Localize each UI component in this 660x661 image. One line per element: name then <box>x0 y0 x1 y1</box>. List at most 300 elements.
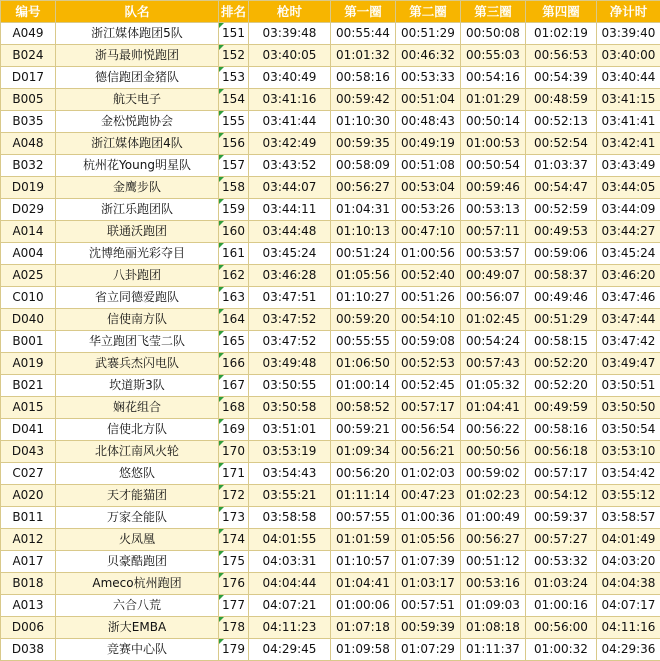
cell-team-name: 省立同德爱跑队 <box>56 287 219 309</box>
cell-lap-4: 00:57:17 <box>526 463 597 485</box>
cell-lap-1: 01:10:13 <box>331 221 396 243</box>
cell-team-name: 金鹰步队 <box>56 177 219 199</box>
table-row <box>1 375 660 397</box>
cell-lap-3: 00:50:54 <box>461 155 526 177</box>
cell-lap-4: 00:52:20 <box>526 353 597 375</box>
cell-lap-3: 01:09:03 <box>461 595 526 617</box>
cell-lap-3: 00:49:07 <box>461 265 526 287</box>
cell-net-time: 03:47:46 <box>597 287 660 309</box>
cell-net-time: 03:42:41 <box>597 133 660 155</box>
table-row <box>1 89 660 111</box>
cell-rank: 151 <box>219 23 249 45</box>
cell-lap-1: 00:58:09 <box>331 155 396 177</box>
header-lap-2: 第二圈 <box>396 1 461 23</box>
cell-lap-2: 00:51:26 <box>396 287 461 309</box>
cell-lap-2: 00:51:08 <box>396 155 461 177</box>
cell-rank: 164 <box>219 309 249 331</box>
cell-lap-3: 00:53:16 <box>461 573 526 595</box>
cell-net-time: 04:01:49 <box>597 529 660 551</box>
cell-lap-2: 01:07:39 <box>396 551 461 573</box>
results-body <box>1 23 660 661</box>
table-row <box>1 353 660 375</box>
cell-lap-4: 00:52:13 <box>526 111 597 133</box>
cell-lap-1: 01:01:59 <box>331 529 396 551</box>
cell-rank: 172 <box>219 485 249 507</box>
cell-lap-2: 00:59:08 <box>396 331 461 353</box>
cell-lap-1: 00:59:35 <box>331 133 396 155</box>
table-row <box>1 463 660 485</box>
cell-gun-time: 03:44:11 <box>249 199 331 221</box>
cell-team-name: 航天电子 <box>56 89 219 111</box>
cell-lap-2: 00:56:21 <box>396 441 461 463</box>
cell-lap-3: 00:59:46 <box>461 177 526 199</box>
table-row <box>1 551 660 573</box>
table-row <box>1 485 660 507</box>
cell-id: D017 <box>1 67 56 89</box>
cell-gun-time: 04:03:31 <box>249 551 331 573</box>
cell-lap-4: 01:00:32 <box>526 639 597 661</box>
cell-id: A012 <box>1 529 56 551</box>
cell-team-name: 沈博绝丽光彩夺目 <box>56 243 219 265</box>
cell-lap-3: 00:54:24 <box>461 331 526 353</box>
cell-rank: 155 <box>219 111 249 133</box>
cell-lap-2: 00:51:04 <box>396 89 461 111</box>
cell-lap-4: 00:49:59 <box>526 397 597 419</box>
cell-lap-2: 01:07:29 <box>396 639 461 661</box>
cell-rank: 152 <box>219 45 249 67</box>
cell-id: A025 <box>1 265 56 287</box>
cell-lap-1: 01:10:27 <box>331 287 396 309</box>
table-row <box>1 199 660 221</box>
cell-lap-1: 01:09:34 <box>331 441 396 463</box>
cell-id: A014 <box>1 221 56 243</box>
cell-gun-time: 03:54:43 <box>249 463 331 485</box>
cell-lap-4: 00:49:53 <box>526 221 597 243</box>
cell-lap-2: 01:05:56 <box>396 529 461 551</box>
cell-team-name: 武褰兵杰闪电队 <box>56 353 219 375</box>
cell-lap-4: 00:54:39 <box>526 67 597 89</box>
cell-lap-1: 00:55:44 <box>331 23 396 45</box>
cell-lap-3: 00:53:13 <box>461 199 526 221</box>
cell-lap-4: 00:56:00 <box>526 617 597 639</box>
cell-lap-1: 01:11:14 <box>331 485 396 507</box>
cell-gun-time: 03:58:58 <box>249 507 331 529</box>
cell-id: B024 <box>1 45 56 67</box>
cell-rank: 169 <box>219 419 249 441</box>
cell-id: B001 <box>1 331 56 353</box>
table-row <box>1 441 660 463</box>
cell-gun-time: 03:50:55 <box>249 375 331 397</box>
cell-gun-time: 04:29:45 <box>249 639 331 661</box>
cell-gun-time: 04:01:55 <box>249 529 331 551</box>
cell-lap-1: 01:09:58 <box>331 639 396 661</box>
cell-net-time: 03:49:47 <box>597 353 660 375</box>
cell-net-time: 03:54:42 <box>597 463 660 485</box>
cell-net-time: 03:46:20 <box>597 265 660 287</box>
cell-lap-3: 00:57:11 <box>461 221 526 243</box>
table-row <box>1 529 660 551</box>
cell-net-time: 03:50:51 <box>597 375 660 397</box>
cell-net-time: 03:41:41 <box>597 111 660 133</box>
cell-lap-4: 00:58:15 <box>526 331 597 353</box>
cell-rank: 163 <box>219 287 249 309</box>
cell-lap-2: 00:54:10 <box>396 309 461 331</box>
cell-lap-4: 01:00:16 <box>526 595 597 617</box>
cell-lap-4: 00:57:27 <box>526 529 597 551</box>
cell-rank: 167 <box>219 375 249 397</box>
table-row <box>1 507 660 529</box>
cell-team-name: 浙江乐跑团队 <box>56 199 219 221</box>
table-row <box>1 23 660 45</box>
header-team-name: 队名 <box>56 1 219 23</box>
cell-rank: 171 <box>219 463 249 485</box>
cell-lap-2: 01:00:36 <box>396 507 461 529</box>
cell-gun-time: 03:47:52 <box>249 331 331 353</box>
cell-id: C027 <box>1 463 56 485</box>
cell-rank: 170 <box>219 441 249 463</box>
cell-lap-4: 00:53:32 <box>526 551 597 573</box>
cell-rank: 178 <box>219 617 249 639</box>
cell-id: A017 <box>1 551 56 573</box>
cell-lap-1: 00:56:27 <box>331 177 396 199</box>
cell-team-name: 悠悠队 <box>56 463 219 485</box>
table-row <box>1 331 660 353</box>
cell-lap-3: 01:08:18 <box>461 617 526 639</box>
table-row <box>1 309 660 331</box>
header-id: 编号 <box>1 1 56 23</box>
cell-team-name: 浙马最帅悦跑团 <box>56 45 219 67</box>
cell-lap-4: 00:48:59 <box>526 89 597 111</box>
table-row <box>1 177 660 199</box>
cell-lap-2: 00:57:51 <box>396 595 461 617</box>
cell-rank: 158 <box>219 177 249 199</box>
cell-lap-3: 00:55:03 <box>461 45 526 67</box>
cell-gun-time: 03:47:52 <box>249 309 331 331</box>
cell-gun-time: 03:42:49 <box>249 133 331 155</box>
cell-lap-1: 01:00:06 <box>331 595 396 617</box>
cell-net-time: 04:07:17 <box>597 595 660 617</box>
cell-rank: 159 <box>219 199 249 221</box>
cell-lap-2: 00:47:10 <box>396 221 461 243</box>
cell-lap-1: 01:10:57 <box>331 551 396 573</box>
cell-net-time: 04:04:38 <box>597 573 660 595</box>
table-row <box>1 265 660 287</box>
cell-lap-4: 01:03:37 <box>526 155 597 177</box>
cell-net-time: 03:55:12 <box>597 485 660 507</box>
cell-lap-2: 00:52:53 <box>396 353 461 375</box>
cell-lap-3: 01:02:23 <box>461 485 526 507</box>
cell-net-time: 03:43:49 <box>597 155 660 177</box>
table-row <box>1 419 660 441</box>
cell-rank: 160 <box>219 221 249 243</box>
cell-gun-time: 03:43:52 <box>249 155 331 177</box>
table-row <box>1 133 660 155</box>
cell-team-name: 娴花组合 <box>56 397 219 419</box>
cell-lap-3: 00:53:57 <box>461 243 526 265</box>
table-row <box>1 67 660 89</box>
cell-team-name: 天才能猫团 <box>56 485 219 507</box>
cell-lap-4: 00:54:47 <box>526 177 597 199</box>
cell-net-time: 03:58:57 <box>597 507 660 529</box>
cell-team-name: 杭州花Young明星队 <box>56 155 219 177</box>
cell-lap-1: 01:05:56 <box>331 265 396 287</box>
cell-rank: 166 <box>219 353 249 375</box>
cell-team-name: 联通沃跑团 <box>56 221 219 243</box>
table-row <box>1 639 660 661</box>
header-rank: 排名 <box>219 1 249 23</box>
cell-id: A019 <box>1 353 56 375</box>
cell-gun-time: 03:45:24 <box>249 243 331 265</box>
cell-lap-3: 00:57:43 <box>461 353 526 375</box>
cell-lap-3: 00:50:56 <box>461 441 526 463</box>
cell-lap-3: 00:50:08 <box>461 23 526 45</box>
cell-rank: 153 <box>219 67 249 89</box>
cell-rank: 174 <box>219 529 249 551</box>
table-row <box>1 221 660 243</box>
cell-lap-1: 01:00:14 <box>331 375 396 397</box>
cell-lap-3: 00:56:07 <box>461 287 526 309</box>
cell-id: B035 <box>1 111 56 133</box>
cell-id: A048 <box>1 133 56 155</box>
cell-lap-4: 00:59:06 <box>526 243 597 265</box>
cell-gun-time: 04:11:23 <box>249 617 331 639</box>
cell-lap-4: 00:51:29 <box>526 309 597 331</box>
cell-lap-2: 00:53:33 <box>396 67 461 89</box>
cell-rank: 176 <box>219 573 249 595</box>
cell-team-name: 浙大EMBA <box>56 617 219 639</box>
cell-lap-4: 00:56:53 <box>526 45 597 67</box>
cell-net-time: 03:45:24 <box>597 243 660 265</box>
cell-rank: 179 <box>219 639 249 661</box>
cell-id: D006 <box>1 617 56 639</box>
cell-lap-1: 01:10:30 <box>331 111 396 133</box>
cell-gun-time: 03:51:01 <box>249 419 331 441</box>
cell-lap-4: 00:58:37 <box>526 265 597 287</box>
header-lap-1: 第一圈 <box>331 1 396 23</box>
cell-lap-2: 00:56:54 <box>396 419 461 441</box>
cell-lap-3: 00:54:16 <box>461 67 526 89</box>
cell-lap-3: 01:00:53 <box>461 133 526 155</box>
cell-team-name: 浙江媒体跑团4队 <box>56 133 219 155</box>
cell-gun-time: 03:47:51 <box>249 287 331 309</box>
cell-net-time: 03:39:40 <box>597 23 660 45</box>
cell-net-time: 04:29:36 <box>597 639 660 661</box>
cell-gun-time: 03:40:49 <box>249 67 331 89</box>
cell-lap-2: 00:57:17 <box>396 397 461 419</box>
table-row <box>1 287 660 309</box>
cell-net-time: 03:44:09 <box>597 199 660 221</box>
cell-net-time: 03:53:10 <box>597 441 660 463</box>
cell-gun-time: 03:53:19 <box>249 441 331 463</box>
cell-lap-4: 00:49:46 <box>526 287 597 309</box>
table-row <box>1 397 660 419</box>
cell-team-name: 德信跑团金猪队 <box>56 67 219 89</box>
cell-rank: 177 <box>219 595 249 617</box>
cell-id: D038 <box>1 639 56 661</box>
cell-lap-1: 00:59:20 <box>331 309 396 331</box>
cell-net-time: 04:11:16 <box>597 617 660 639</box>
table-row <box>1 243 660 265</box>
cell-net-time: 03:41:15 <box>597 89 660 111</box>
cell-rank: 157 <box>219 155 249 177</box>
cell-rank: 175 <box>219 551 249 573</box>
cell-team-name: 六合八荒 <box>56 595 219 617</box>
cell-lap-2: 00:59:39 <box>396 617 461 639</box>
cell-gun-time: 04:07:21 <box>249 595 331 617</box>
cell-gun-time: 03:50:58 <box>249 397 331 419</box>
header-net-time: 净计时 <box>597 1 660 23</box>
cell-lap-2: 00:48:43 <box>396 111 461 133</box>
cell-id: A004 <box>1 243 56 265</box>
cell-team-name: 信使北方队 <box>56 419 219 441</box>
cell-gun-time: 03:41:16 <box>249 89 331 111</box>
cell-lap-4: 00:52:59 <box>526 199 597 221</box>
table-row <box>1 595 660 617</box>
header-lap-4: 第四圈 <box>526 1 597 23</box>
cell-id: B021 <box>1 375 56 397</box>
cell-gun-time: 03:44:07 <box>249 177 331 199</box>
cell-lap-1: 00:59:42 <box>331 89 396 111</box>
cell-team-name: 竞赛中心队 <box>56 639 219 661</box>
cell-lap-3: 00:56:27 <box>461 529 526 551</box>
cell-lap-4: 00:58:16 <box>526 419 597 441</box>
cell-lap-1: 01:04:31 <box>331 199 396 221</box>
cell-net-time: 03:47:44 <box>597 309 660 331</box>
cell-net-time: 03:47:42 <box>597 331 660 353</box>
cell-lap-1: 00:59:21 <box>331 419 396 441</box>
cell-gun-time: 03:39:48 <box>249 23 331 45</box>
cell-lap-2: 01:03:17 <box>396 573 461 595</box>
cell-rank: 168 <box>219 397 249 419</box>
cell-lap-4: 00:56:18 <box>526 441 597 463</box>
cell-gun-time: 03:41:44 <box>249 111 331 133</box>
cell-team-name: 万家全能队 <box>56 507 219 529</box>
cell-lap-3: 01:05:32 <box>461 375 526 397</box>
header-row <box>1 1 660 23</box>
cell-gun-time: 03:46:28 <box>249 265 331 287</box>
cell-lap-1: 00:55:55 <box>331 331 396 353</box>
cell-team-name: Ameco杭州跑团 <box>56 573 219 595</box>
cell-net-time: 03:40:44 <box>597 67 660 89</box>
cell-id: B011 <box>1 507 56 529</box>
cell-team-name: 浙江媒体跑团5队 <box>56 23 219 45</box>
cell-lap-1: 00:57:55 <box>331 507 396 529</box>
cell-rank: 156 <box>219 133 249 155</box>
cell-lap-4: 00:59:37 <box>526 507 597 529</box>
cell-lap-2: 01:02:03 <box>396 463 461 485</box>
cell-lap-3: 01:11:37 <box>461 639 526 661</box>
table-row <box>1 617 660 639</box>
cell-id: D029 <box>1 199 56 221</box>
cell-lap-2: 00:47:23 <box>396 485 461 507</box>
cell-id: A013 <box>1 595 56 617</box>
table-row <box>1 573 660 595</box>
cell-id: A015 <box>1 397 56 419</box>
cell-lap-2: 00:49:19 <box>396 133 461 155</box>
cell-lap-2: 00:52:40 <box>396 265 461 287</box>
cell-lap-4: 00:52:54 <box>526 133 597 155</box>
cell-net-time: 04:03:20 <box>597 551 660 573</box>
cell-lap-3: 00:59:02 <box>461 463 526 485</box>
cell-net-time: 03:50:50 <box>597 397 660 419</box>
cell-id: D019 <box>1 177 56 199</box>
cell-id: D043 <box>1 441 56 463</box>
cell-lap-4: 01:03:24 <box>526 573 597 595</box>
cell-gun-time: 03:49:48 <box>249 353 331 375</box>
cell-lap-3: 01:00:49 <box>461 507 526 529</box>
cell-lap-2: 00:46:32 <box>396 45 461 67</box>
table-row <box>1 45 660 67</box>
cell-lap-1: 00:56:20 <box>331 463 396 485</box>
cell-lap-3: 00:51:12 <box>461 551 526 573</box>
cell-lap-3: 00:56:22 <box>461 419 526 441</box>
cell-id: D041 <box>1 419 56 441</box>
header-lap-3: 第三圈 <box>461 1 526 23</box>
cell-rank: 173 <box>219 507 249 529</box>
cell-rank: 165 <box>219 331 249 353</box>
cell-lap-2: 00:51:29 <box>396 23 461 45</box>
cell-net-time: 03:44:27 <box>597 221 660 243</box>
table-row <box>1 111 660 133</box>
header-gun-time: 枪时 <box>249 1 331 23</box>
cell-lap-3: 01:02:45 <box>461 309 526 331</box>
cell-team-name: 华立跑团飞莹二队 <box>56 331 219 353</box>
cell-net-time: 03:50:54 <box>597 419 660 441</box>
cell-id: D040 <box>1 309 56 331</box>
cell-team-name: 信使南方队 <box>56 309 219 331</box>
cell-rank: 154 <box>219 89 249 111</box>
cell-lap-4: 00:54:12 <box>526 485 597 507</box>
cell-gun-time: 03:44:48 <box>249 221 331 243</box>
cell-lap-1: 01:06:50 <box>331 353 396 375</box>
cell-rank: 162 <box>219 265 249 287</box>
cell-team-name: 八卦跑团 <box>56 265 219 287</box>
cell-lap-1: 01:07:18 <box>331 617 396 639</box>
cell-lap-2: 00:52:45 <box>396 375 461 397</box>
cell-id: A049 <box>1 23 56 45</box>
cell-lap-1: 01:01:32 <box>331 45 396 67</box>
cell-team-name: 金松悦跑协会 <box>56 111 219 133</box>
cell-id: B005 <box>1 89 56 111</box>
cell-lap-2: 01:00:56 <box>396 243 461 265</box>
cell-rank: 161 <box>219 243 249 265</box>
cell-lap-3: 01:04:41 <box>461 397 526 419</box>
table-row <box>1 155 660 177</box>
cell-net-time: 03:44:05 <box>597 177 660 199</box>
cell-lap-3: 01:01:29 <box>461 89 526 111</box>
cell-gun-time: 03:40:05 <box>249 45 331 67</box>
cell-lap-1: 00:51:24 <box>331 243 396 265</box>
cell-lap-1: 00:58:16 <box>331 67 396 89</box>
cell-lap-3: 00:50:14 <box>461 111 526 133</box>
cell-id: B018 <box>1 573 56 595</box>
cell-lap-4: 01:02:19 <box>526 23 597 45</box>
cell-team-name: 火凤凰 <box>56 529 219 551</box>
cell-gun-time: 03:55:21 <box>249 485 331 507</box>
cell-lap-1: 01:04:41 <box>331 573 396 595</box>
cell-lap-2: 00:53:04 <box>396 177 461 199</box>
cell-lap-2: 00:53:26 <box>396 199 461 221</box>
cell-id: C010 <box>1 287 56 309</box>
cell-team-name: 坎道斯3队 <box>56 375 219 397</box>
cell-team-name: 北体江南风火轮 <box>56 441 219 463</box>
cell-id: A020 <box>1 485 56 507</box>
cell-lap-4: 00:52:20 <box>526 375 597 397</box>
cell-team-name: 贝豪酷跑团 <box>56 551 219 573</box>
cell-lap-1: 00:58:52 <box>331 397 396 419</box>
cell-gun-time: 04:04:44 <box>249 573 331 595</box>
cell-net-time: 03:40:00 <box>597 45 660 67</box>
